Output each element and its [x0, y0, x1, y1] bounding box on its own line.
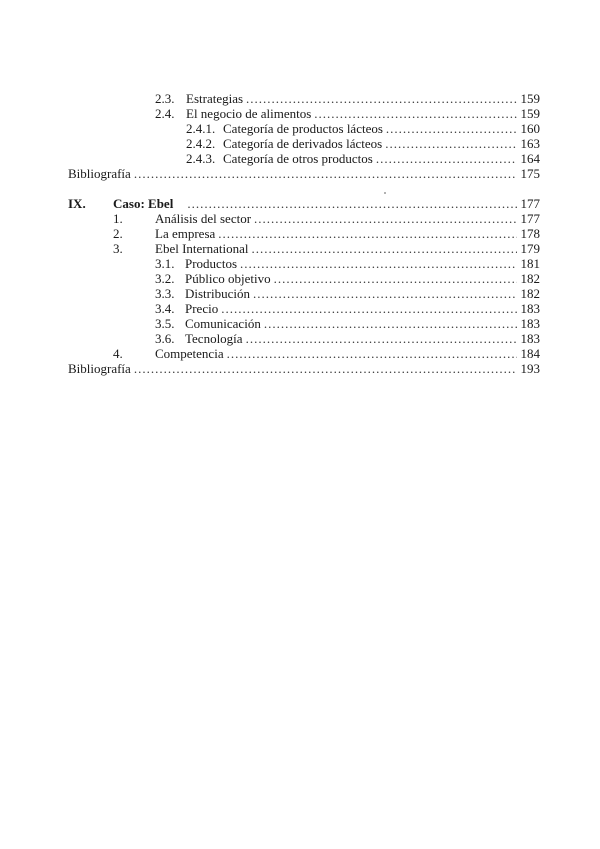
toc-entry-page: 164 [520, 151, 540, 166]
toc-entry-page: 182 [520, 271, 540, 286]
toc-entry-title: Tecnología [185, 331, 243, 346]
toc-entry-3 [113, 241, 540, 256]
toc-entry-number: 4. [113, 346, 123, 361]
toc-entry-page: 177 [520, 196, 540, 211]
toc-entry-1 [113, 211, 540, 226]
dot-leader [254, 211, 517, 226]
toc-chapter-number: IX. [68, 196, 86, 211]
dot-leader [376, 151, 517, 166]
toc-entry-page: 183 [520, 331, 540, 346]
toc-entry-page: 159 [520, 106, 540, 121]
scan-speck [384, 192, 386, 194]
toc-entry-page: 178 [520, 226, 540, 241]
toc-entry-title: Comunicación [185, 316, 261, 331]
toc-entry-number: 3.6. [155, 331, 175, 346]
toc-entry-title: Categoría de otros productos [223, 151, 373, 166]
toc-entry-number: 2. [113, 226, 123, 241]
toc-entry-number: 3.1. [155, 256, 175, 271]
toc-entry-title: Estrategias [186, 91, 244, 106]
dot-leader [246, 331, 517, 346]
dot-leader [134, 166, 517, 181]
toc-entry-number: 1. [113, 211, 123, 226]
dot-leader [218, 226, 517, 241]
toc-entry-page: 179 [520, 241, 540, 256]
toc-entry-title: Bibliografía [68, 166, 131, 181]
toc-entry-page: 175 [520, 166, 540, 181]
dot-leader [253, 286, 517, 301]
toc-entry-2-4-1 [186, 121, 540, 136]
toc-entry-page: 181 [520, 256, 540, 271]
toc-entry-number: 3.4. [155, 301, 175, 316]
dot-leader [274, 271, 517, 286]
dot-leader [264, 316, 517, 331]
toc-entry-title: Competencia [155, 346, 224, 361]
toc-entry-page: 182 [520, 286, 540, 301]
toc-entry-3-3 [155, 286, 540, 301]
toc-entry-title: Categoría de productos lácteos [223, 121, 383, 136]
toc-entry-2 [113, 226, 540, 241]
dot-leader [187, 196, 517, 211]
toc-entry-2-4-3 [186, 151, 540, 166]
toc-entry-page: 160 [520, 121, 540, 136]
toc-entry-bibliografia-2 [68, 361, 540, 376]
toc-entry-3-6 [155, 331, 540, 346]
dot-leader [385, 136, 517, 151]
toc-entry-number: 3.5. [155, 316, 175, 331]
toc-chapter-ix [68, 196, 540, 211]
dot-leader [134, 361, 517, 376]
toc-entry-title: Precio [185, 301, 219, 316]
dot-leader [240, 256, 517, 271]
toc-entry-3-2 [155, 271, 540, 286]
toc-entry-title: La empresa [155, 226, 216, 241]
toc-entry-title: Análisis del sector [155, 211, 252, 226]
toc-entry-title: El negocio de alimentos [186, 106, 312, 121]
toc-entry-3-1 [155, 256, 540, 271]
toc-entry-page: 177 [520, 211, 540, 226]
dot-leader [246, 91, 517, 106]
dot-leader [314, 106, 517, 121]
toc-entry-number: 2.4.1. [186, 121, 216, 136]
toc-entry-bibliografia-1 [68, 166, 540, 181]
toc-entry-4 [113, 346, 540, 361]
dot-leader [252, 241, 518, 256]
toc-entry-title: Público objetivo [185, 271, 271, 286]
toc-entry-3-4 [155, 301, 540, 316]
toc-entry-page: 163 [520, 136, 540, 151]
toc-entry-page: 183 [520, 316, 540, 331]
toc-entry-2-3 [155, 91, 540, 106]
toc-entry-number: 2.4.3. [186, 151, 216, 166]
toc-entry-2-4 [155, 106, 540, 121]
toc-entry-2-4-2 [186, 136, 540, 151]
toc-entry-page: 184 [520, 346, 540, 361]
toc-entry-number: 3.2. [155, 271, 175, 286]
dot-leader [221, 301, 517, 316]
toc-entry-title: Categoría de derivados lácteos [223, 136, 383, 151]
toc-entry-page: 183 [520, 301, 540, 316]
dot-leader [386, 121, 517, 136]
toc-entry-number: 3. [113, 241, 123, 256]
toc-entry-number: 2.4. [155, 106, 175, 121]
toc-entry-page: 159 [520, 91, 540, 106]
toc-chapter-title: Caso: Ebel [113, 196, 174, 211]
toc-entry-page: 193 [520, 361, 540, 376]
toc-entry-number: 3.3. [155, 286, 175, 301]
toc-entry-3-5 [155, 316, 540, 331]
toc-entry-title: Ebel International [155, 241, 249, 256]
toc-entry-title: Productos [185, 256, 237, 271]
toc-entry-number: 2.4.2. [186, 136, 216, 151]
toc-entry-title: Bibliografía [68, 361, 131, 376]
toc-entry-title: Distribución [185, 286, 250, 301]
toc-entry-number: 2.3. [155, 91, 175, 106]
dot-leader [227, 346, 517, 361]
